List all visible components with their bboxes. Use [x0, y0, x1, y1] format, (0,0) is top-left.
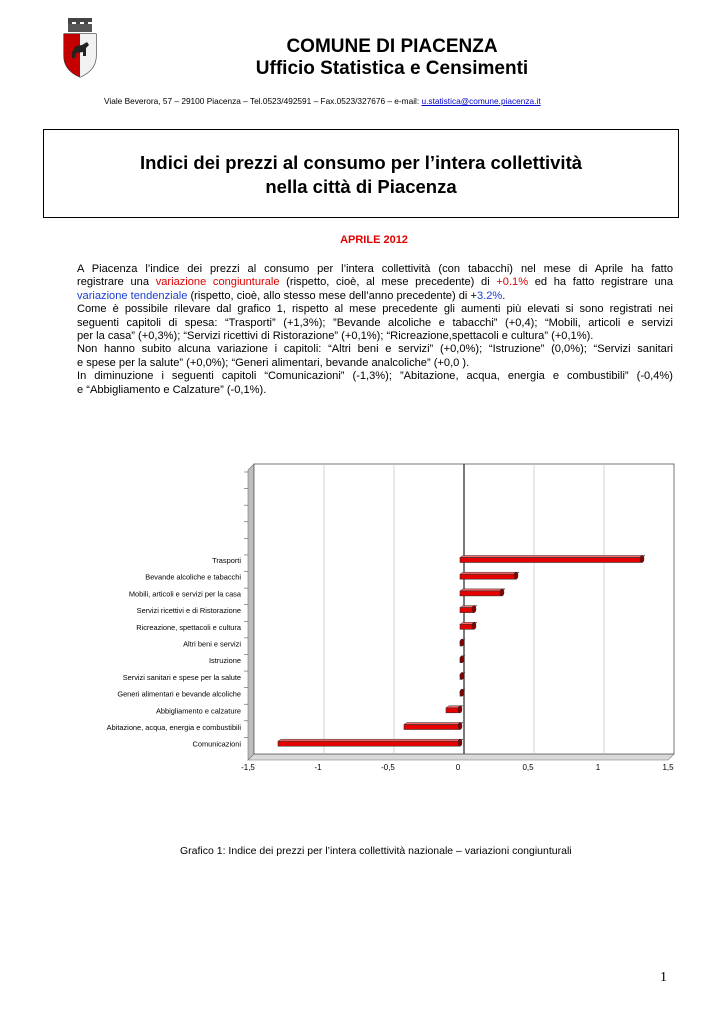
bar-end — [460, 656, 464, 663]
document-title-line2: nella città di Piacenza — [265, 176, 457, 197]
text-line: registrare una variazione congiunturale (rispetto, cioè, al mese precedente) di +0.1% ed ha fatto registrare una — [77, 276, 674, 289]
text-line: Non hanno subito alcuna variazione i capitoli: “Altri beni e servizi” (+0,0%); “Istruzione” (0,0%); “Servizi sanitari — [77, 343, 673, 356]
bar-end — [472, 622, 476, 629]
address-text: Viale Beverora, 57 – 29100 Piacenza – Tel.0523/492591 – Fax.0523/327676 – e-mail: — [104, 96, 422, 106]
bar — [404, 725, 460, 730]
bar — [460, 558, 642, 563]
text-line: seguenti capitoli di spesa: “Trasporti” (+1,3%); ”Bevande alcoliche e tabacchi” (+0,4); “Mobili, articoli e servizi — [77, 316, 673, 329]
bar-end — [500, 589, 504, 596]
category-label: Abitazione, acqua, energia e combustibili — [106, 723, 241, 732]
category-label: Istruzione — [208, 656, 241, 666]
bar-end — [460, 639, 464, 646]
bar — [460, 591, 502, 596]
bar-end — [640, 556, 644, 563]
category-label: Servizi sanitari e spese per la salute — [122, 672, 241, 682]
chart-caption: Grafico 1: Indice dei prezzi per l’intera collettività nazionale – variazioni congiunturali — [180, 845, 572, 857]
office-name: Ufficio Statistica e Censimenti — [255, 58, 529, 79]
bar-end — [458, 723, 462, 730]
x-tick-label: -1 — [314, 763, 322, 772]
page-number: 1 — [660, 970, 667, 985]
highlight-tendenziale: variazione tendenziale — [77, 289, 188, 302]
document-title-line1: Indici dei prezzi al consumo per l’intera collettività — [139, 152, 583, 173]
category-label: Comunicazioni — [192, 739, 241, 749]
text-line: In diminuzione i seguenti capitoli “Comunicazioni” (-1,3%); ”Abitazione, acqua, energia e combustibili” (-0,4%) — [77, 370, 673, 383]
text-line: A Piacenza l’indice dei prezzi al consumo per l’intera collettività (con tabacchi) nel mese di Aprile ha fatto — [77, 263, 673, 275]
text-line: variazione tendenziale (rispetto, cioè, allo stesso mese dell’anno precedente) di +3.2%. — [77, 289, 506, 302]
organization-name: COMUNE DI PIACENZA — [286, 36, 498, 57]
bar-end — [460, 689, 464, 696]
x-tick-label: 0,5 — [522, 763, 534, 772]
category-label: Abbigliamento e calzature — [155, 706, 241, 716]
text-line: e “Abbigliamento e Calzature” (-0,1%). — [77, 383, 267, 396]
category-label: Trasporti — [212, 556, 241, 565]
report-month: APRILE 2012 — [340, 234, 408, 246]
plot-floor — [248, 754, 674, 760]
bar-end — [514, 572, 518, 579]
email-link[interactable]: u.statistica@comune.piacenza.it — [421, 96, 541, 106]
category-label: Ricreazione, spettacoli e cultura — [136, 622, 241, 632]
x-tick-label: -1,5 — [241, 763, 255, 772]
value-tendenziale: 3.2% — [476, 289, 503, 302]
bar-end — [472, 606, 476, 613]
category-label: Generi alimentari e bevande alcoliche — [117, 689, 241, 699]
category-label: Bevande alcoliche e tabacchi — [145, 572, 241, 582]
text-line: Come è possibile rilevare dal grafico 1, rispetto al mese precedente gli aumenti più elevati si sono registrati nei — [77, 303, 673, 316]
text-line: per la casa” (+0,3%); “Servizi ricettivi di Ristorazione” (+0,1%); “Ricreazione,spettacoli e cultura” (+0,1%). — [77, 330, 594, 343]
plot-side-wall — [248, 464, 254, 760]
bar — [278, 741, 460, 746]
bar-end — [458, 739, 462, 746]
x-tick-label: 1,5 — [662, 763, 674, 772]
category-label: Servizi ricettivi e di Ristorazione — [136, 606, 241, 616]
bar-end — [460, 672, 464, 679]
highlight-congiunturale: variazione congiunturale — [155, 276, 280, 289]
bar-end — [458, 706, 462, 713]
value-congiunturale: +0.1% — [496, 276, 529, 289]
text-line: e spese per la salute” (+0,0%); “Generi alimentari, bevande analcoliche” (+0,0 ). — [77, 356, 470, 369]
x-tick-label: 0 — [455, 763, 461, 772]
category-label: Mobili, articoli e servizi per la casa — [128, 589, 241, 599]
category-label: Altri beni e servizi — [183, 639, 241, 649]
x-tick-label: -0,5 — [381, 763, 395, 772]
bar — [460, 574, 516, 579]
x-tick-label: 1 — [595, 763, 601, 772]
